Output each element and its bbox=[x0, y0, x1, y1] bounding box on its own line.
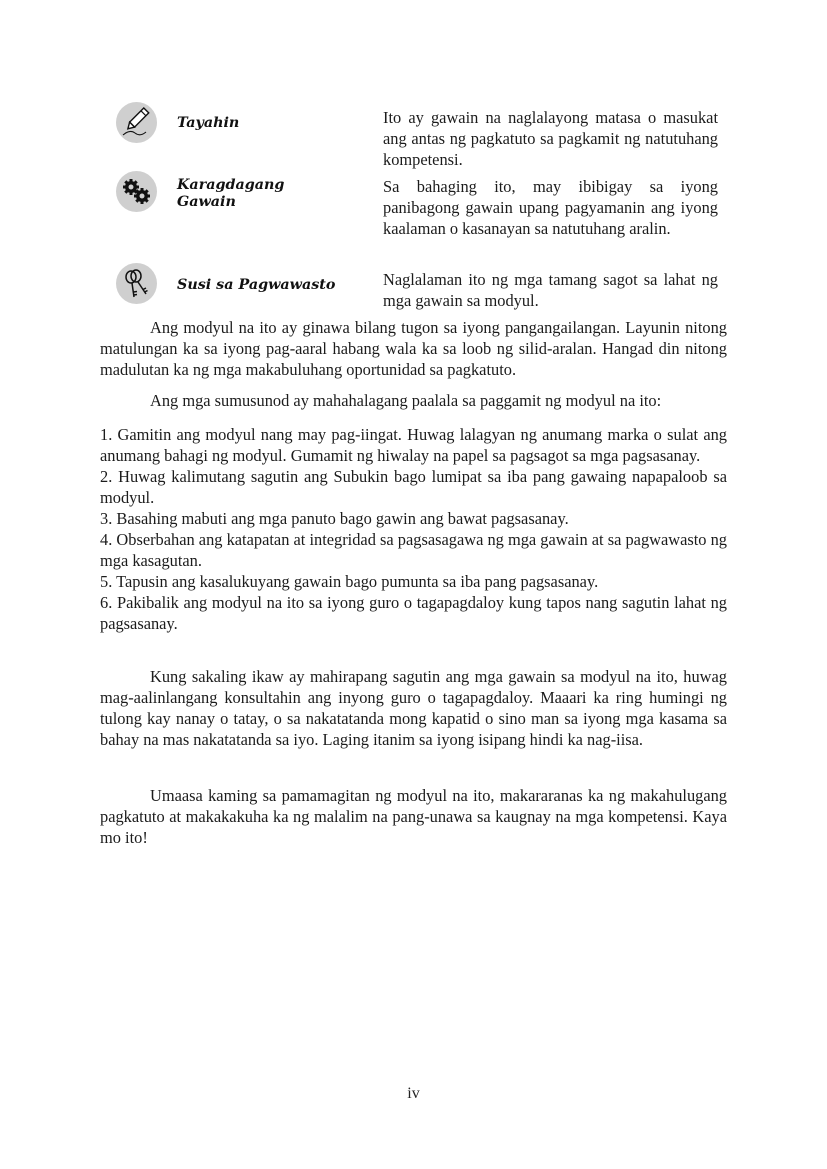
closing-section bbox=[100, 785, 727, 848]
legend-row-karagdagang-gawain bbox=[116, 171, 728, 263]
intro-paragraph: Ang modyul na ito ay ginawa bilang tugon sa iyong pangangailangan. Layunin nitong matulungan ka sa iyong pag-aaral habang wala ka sa loob ng silid-aralan. Hangad din nitong madulutan ka ng mga makabuluhang oportunidad sa pagkatuto. bbox=[100, 318, 727, 379]
page-number: iv bbox=[407, 1085, 420, 1102]
reminders-intro-section bbox=[100, 390, 727, 411]
legend-term-karagdagang-gawain bbox=[177, 177, 284, 211]
help-paragraph: Kung sakaling ikaw ay mahirapang sagutin ang mga gawain sa modyul na ito, huwag mag-aalinlangang konsultahin ang inyong guro o tagapagdaloy. Maaari ka ring humingi ng tulong kay nanay o tatay, o sa nakatatanda mong kapatid o sino man sa iyong mga kasama sa bahay na mas nakatatanda sa iyo. Laging itanim sa iyong isipang hindi ka nag-iisa. bbox=[100, 667, 727, 749]
intro-section bbox=[100, 317, 727, 380]
legend-row-tayahin bbox=[116, 102, 728, 168]
reminder-item-1: 1. Gamitin ang modyul nang may pag-iingat. Huwag lalagyan ng anumang marka o sulat ang anumang bahagi ng modyul. Gumamit ng hiwalay na papel sa pagsagot sa mga pagsasanay. bbox=[100, 425, 727, 465]
help-section bbox=[100, 666, 727, 750]
reminder-item-5: 5. Tapusin ang kasalukuyang gawain bago pumunta sa iba pang pagsasanay. bbox=[100, 572, 599, 591]
legend-desc-karagdagang-gawain: Sa bahaging ito, may ibibigay sa iyong panibagong gawain upang pagyamanin ang iyong kaalaman o kasanayan sa natutuhang aralin. bbox=[383, 177, 718, 238]
closing-paragraph: Umaasa kaming sa pamamagitan ng modyul na ito, makararanas ka ng makahulugang pagkatuto at makakakuha ka ng malalim na pang-unawa sa kaugnay na mga kompetensi. Kaya mo ito! bbox=[100, 786, 727, 847]
reminders-intro: Ang mga sumusunod ay mahahalagang paalala sa paggamit ng modyul na ito: bbox=[150, 391, 662, 410]
legend-term-line-2: Gawain bbox=[177, 194, 236, 210]
legend-term-tayahin: Tayahin bbox=[177, 115, 240, 131]
reminder-item-4: 4. Obserbahan ang katapatan at integridad sa pagsasagawa ng mga gawain at sa pagwawasto ng mga kasagutan. bbox=[100, 530, 727, 570]
reminder-item-2: 2. Huwag kalimutang sagutin ang Subukin bago lumipat sa iba pang gawaing napapaloob sa modyul. bbox=[100, 467, 727, 507]
keys-icon bbox=[116, 263, 157, 304]
legend-desc-tayahin: Ito ay gawain na naglalayong matasa o masukat ang antas ng pagkatuto sa pagkamit ng natutuhang kompetensi. bbox=[383, 108, 718, 169]
legend-term-line-1: Karagdagang bbox=[177, 177, 285, 193]
reminders-list bbox=[100, 424, 727, 634]
gears-icon bbox=[116, 171, 157, 212]
reminder-item-3: 3. Basahing mabuti ang mga panuto bago gawin ang bawat pagsasanay. bbox=[100, 509, 569, 528]
legend-row-susi-sa-pagwawasto bbox=[116, 263, 728, 311]
legend-desc-susi-sa-pagwawasto: Naglalaman ito ng mga tamang sagot sa lahat ng mga gawain sa modyul. bbox=[383, 270, 718, 310]
legend-term-susi-sa-pagwawasto: Susi sa Pagwawasto bbox=[177, 277, 336, 293]
pencil-icon bbox=[116, 102, 157, 143]
reminder-item-6: 6. Pakibalik ang modyul na ito sa iyong guro o tagapagdaloy kung tapos nang sagutin lahat ng pagsasanay. bbox=[100, 593, 727, 633]
